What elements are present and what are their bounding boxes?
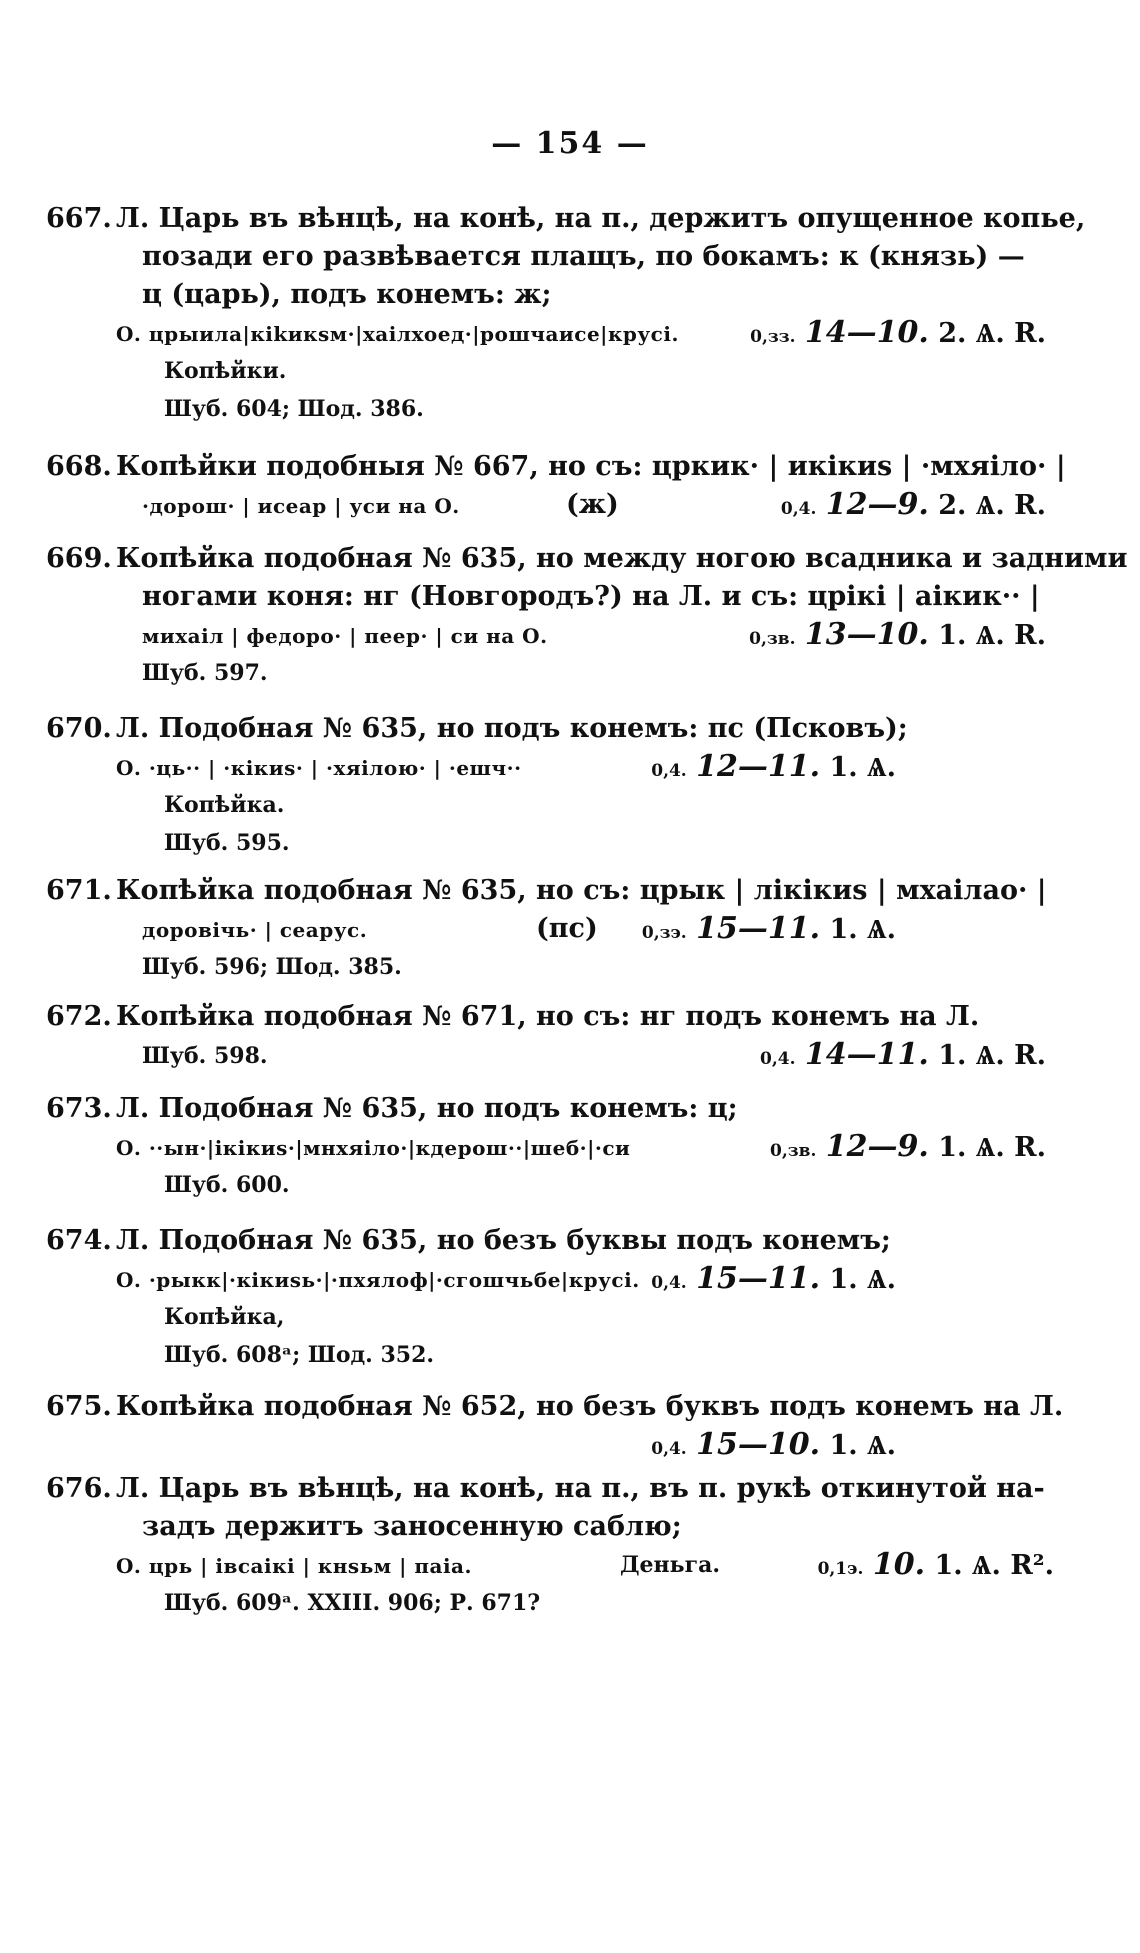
entry-legend-line: [46, 1426, 1046, 1464]
coin-dims: 15—10.: [696, 1427, 821, 1462]
entry-reference: Шуб. 598.: [142, 1043, 268, 1069]
entry-line: ногами коня: нг (Новгородъ?) на Л. и съ: црiкi | aiкик·· |: [142, 581, 1040, 612]
coin-rarity: 1. Ѧ. R.: [938, 1040, 1046, 1071]
entry-number: 673.: [46, 1093, 112, 1124]
entry-legend-line: [46, 1546, 1054, 1584]
coin-specs: [760, 1036, 1046, 1078]
coin-specs: [750, 314, 1046, 356]
coin-dims: 14—11.: [804, 1037, 929, 1072]
entry-number: 671.: [46, 875, 112, 906]
coin-mark: (ж): [566, 489, 619, 520]
coin-specs: [781, 486, 1046, 528]
coin-legend: О. црыилa|кikикsм·|хаiлxоед·|рошчaисе|крусi.: [116, 322, 679, 346]
coin-weight: 0,4.: [760, 1049, 796, 1069]
coin-specs: [749, 616, 1046, 658]
entry-number: 676.: [46, 1473, 112, 1504]
entry-line: [46, 1470, 1046, 1508]
entry-text: Копѣйка подобная № 671, но съ: нг подъ конемъ на Л.: [116, 1001, 980, 1032]
entry-legend-line: [46, 314, 1046, 352]
coin-weight: 0,зэ.: [641, 923, 687, 943]
entry-text: Копѣйки подобныя № 667, но съ: цркик· | икiкиs | ·мхяiлo· |: [116, 451, 1066, 482]
catalog-entry-668: [46, 448, 1066, 524]
entry-legend-line: [46, 1128, 1046, 1166]
coin-rarity: 2. Ѧ. R.: [938, 490, 1046, 521]
coin-rarity: 1. Ѧ.: [829, 752, 896, 783]
entry-text: Копѣйка подобная № 652, но безъ буквъ подъ конемъ на Л.: [116, 1391, 1064, 1422]
coin-specs: [651, 1426, 896, 1468]
coin-legend: О. црь | iвсаiкi | кнsьм | паiа.: [116, 1554, 472, 1578]
entry-line: [46, 710, 1046, 748]
catalog-entry-672: [46, 998, 1046, 1074]
entry-text: Л. Подобная № 635, но подъ конемъ: пс (Псковъ);: [116, 713, 908, 744]
coin-dims: 15—11.: [696, 911, 821, 946]
entry-number: 670.: [46, 713, 112, 744]
entry-line: [46, 872, 1046, 910]
entry-line: [46, 1388, 1064, 1426]
catalog-entry-671: [46, 872, 1046, 986]
coin-dims: 10.: [872, 1547, 926, 1582]
coin-legend: михаiл | федоро· | пеер· | си на О.: [142, 624, 548, 648]
entry-text: Л. Царь въ вѣнцѣ, на конѣ, на п., въ п. рукѣ откинутой на-: [116, 1473, 1045, 1504]
entry-extra: Копѣйка.: [164, 792, 285, 818]
entry-text: Л. Подобная № 635, но подъ конемъ: ц;: [116, 1093, 738, 1124]
coin-weight: 0,4.: [651, 1439, 687, 1459]
page-number: — 154 —: [491, 126, 649, 161]
coin-rarity: 1. Ѧ.: [829, 914, 896, 945]
coin-rarity: 1. Ѧ.: [829, 1430, 896, 1461]
entry-number: 675.: [46, 1391, 112, 1422]
catalog-entry-673: [46, 1090, 1046, 1204]
coin-specs: [770, 1128, 1046, 1170]
entry-line: [46, 448, 1066, 486]
entry-reference: Шуб. 597.: [142, 660, 268, 686]
coin-mark: (пс): [536, 913, 598, 944]
coin-rarity: 1. Ѧ. R.: [938, 620, 1046, 651]
coin-legend: ·доpош· | исеар | уси на О.: [142, 494, 460, 518]
catalog-entry-674: [46, 1222, 1046, 1374]
entry-legend-line: [46, 1036, 1046, 1074]
coin-weight: 0,4.: [651, 1273, 687, 1293]
entry-extra: Копѣйка,: [164, 1304, 285, 1330]
catalog-entry-669: [46, 540, 1128, 692]
entry-text: Л. Подобная № 635, но безъ буквы подъ конемъ;: [116, 1225, 891, 1256]
coin-rarity: 1. Ѧ.: [829, 1264, 896, 1295]
coin-rarity: 2. Ѧ. R.: [938, 318, 1046, 349]
coin-dims: 14—10.: [804, 315, 929, 350]
coin-dims: 15—11.: [696, 1261, 821, 1296]
entry-number: 667.: [46, 203, 112, 234]
coin-specs: [642, 910, 896, 952]
entry-number: 674.: [46, 1225, 112, 1256]
catalog-entry-667: [46, 200, 1086, 428]
coin-weight: 0,1э.: [817, 1559, 864, 1579]
entry-text: Копѣйка подобная № 635, но съ: црык | лiкiкиs | мхаiлао· |: [116, 875, 1047, 906]
entry-number: 672.: [46, 1001, 112, 1032]
entry-line: [46, 998, 1046, 1036]
coin-weight: 0,4.: [780, 499, 817, 519]
coin-legend: О. ·рыкк|·кiкиsь·|·пхялоф|·сгошчьбе|крусi.: [116, 1268, 640, 1292]
entry-reference: Шуб. 604; Шод. 386.: [164, 396, 424, 422]
coin-specs: [651, 748, 896, 790]
catalog-entry-676: [46, 1470, 1054, 1622]
entry-line: позади его развѣвается плащъ, по бокамъ: к (князь) —: [142, 241, 1025, 272]
coin-legend: О. ·ць·· | ·кiкиs· | ·хяiлою· | ·ешч··: [116, 756, 522, 780]
entry-number: 669.: [46, 543, 112, 574]
entry-text: Л. Царь въ вѣнцѣ, на конѣ, на п., держитъ опущенное копье,: [116, 203, 1086, 234]
coin-weight: 0,зв.: [770, 1141, 817, 1161]
entry-reference: Шуб. 600.: [164, 1172, 290, 1198]
coin-weight: 0,4.: [651, 761, 687, 781]
entry-reference: Шуб. 595.: [164, 830, 290, 856]
catalog-entry-670: [46, 710, 1046, 862]
coin-rarity: 1. Ѧ. R.: [938, 1132, 1046, 1163]
coin-dims: 12—9.: [825, 1129, 929, 1164]
coin-specs: [818, 1546, 1054, 1588]
entry-reference: Шуб. 609ᵃ. XXIII. 906; Р. 671?: [164, 1590, 541, 1616]
entry-text: Копѣйка подобная № 635, но между ногою всадника и задними: [116, 543, 1128, 574]
coin-dims: 12—9.: [825, 487, 929, 522]
entry-legend-line: [46, 486, 1046, 524]
entry-line: ц (царь), подъ конемъ: ж;: [142, 279, 552, 310]
entry-legend-line: [46, 616, 1046, 654]
coin-mark: Деньга.: [620, 1552, 720, 1578]
coin-specs: [651, 1260, 896, 1302]
entry-legend-line: [46, 748, 1046, 786]
catalog-entry-675: [46, 1388, 1064, 1464]
coin-legend: О. ··ын·|iкiкиs·|мнхяiлo·|кдерош··|шеб·|·си: [116, 1136, 631, 1160]
entry-legend-line: [46, 1260, 1046, 1298]
entry-line: [46, 1222, 1046, 1260]
entry-line: [46, 1090, 1046, 1128]
entry-line: задъ держитъ заносенную саблю;: [142, 1511, 682, 1542]
entry-legend-line: [46, 910, 1046, 948]
coin-dims: 12—11.: [696, 749, 821, 784]
coin-weight: 0,зв.: [749, 629, 796, 649]
entry-number: 668.: [46, 451, 112, 482]
entry-reference: Шуб. 608ᵃ; Шод. 352.: [164, 1342, 435, 1368]
coin-weight: 0,зз.: [750, 327, 796, 347]
entry-line: [46, 200, 1086, 238]
entry-reference: Шуб. 596; Шод. 385.: [142, 954, 402, 980]
entry-line: [46, 540, 1128, 578]
coin-rarity: 1. Ѧ. R².: [934, 1550, 1054, 1581]
coin-dims: 13—10.: [804, 617, 929, 652]
entry-extra: Копѣйки.: [164, 358, 287, 384]
coin-legend: доровiчь· | сеарус.: [142, 918, 368, 942]
